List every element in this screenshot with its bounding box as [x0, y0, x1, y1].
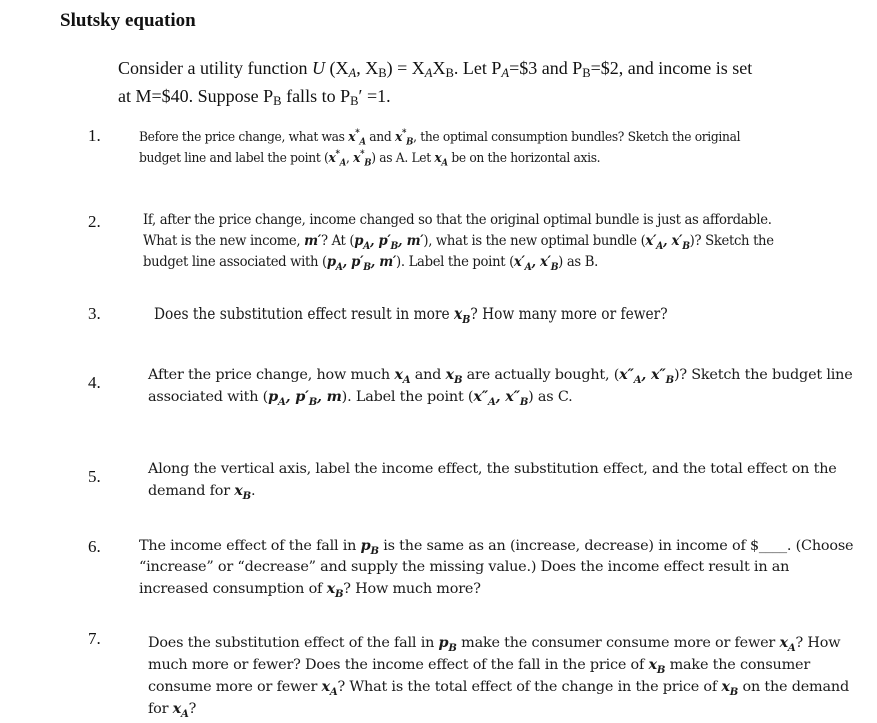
math-symbol: $x^*_B$ — [353, 148, 372, 169]
text-fragment: B — [656, 664, 666, 676]
text-fragment: * — [401, 127, 407, 139]
text-line — [139, 148, 809, 169]
text-fragment: A — [524, 261, 532, 273]
question-number: 7. — [88, 629, 101, 648]
math-symbol: $p_A$, $p'_B$, m — [268, 388, 342, 408]
text-line — [148, 459, 868, 480]
text-fragment: is the same as an (increase, decrease) in income of $ — [378, 538, 759, 554]
text-fragment: ? How — [795, 635, 841, 651]
page-title: Slutsky equation — [60, 10, 196, 31]
text-line — [143, 252, 813, 273]
text-fragment: After the price change, how much — [148, 367, 395, 383]
text-fragment: , the optimal consumption bundles? Sketch the original — [413, 130, 741, 145]
text-line — [139, 127, 809, 148]
text-fragment: )? Sketch the — [689, 233, 774, 249]
text-fragment: If, after the price change, income changed so that the original optimal bundle is just as affordable. — [143, 212, 772, 228]
math-symbol: m′ — [304, 233, 321, 249]
text-fragment: ? — [188, 701, 197, 717]
math-symbol: $x^*_A$ — [348, 127, 366, 148]
text-fragment: * — [335, 148, 340, 160]
text-fragment: A — [339, 157, 346, 169]
text-fragment: What is the new income, — [143, 233, 305, 249]
text-fragment: B — [390, 240, 399, 252]
text-fragment: consume more or fewer — [148, 679, 322, 695]
question-text — [143, 210, 813, 273]
text-fragment: Does the substitution effect result in more — [154, 304, 455, 323]
text-fragment: B — [242, 490, 251, 502]
question-number: 1. — [88, 126, 101, 145]
text-fragment: A — [402, 374, 411, 386]
math-symbol: $x_A$ — [394, 366, 411, 386]
text-fragment: ) as B. — [558, 254, 598, 270]
text-fragment: be on the horizontal axis. — [447, 151, 601, 166]
text-fragment: ). Label the point ( — [396, 254, 514, 270]
math-symbol: $x_A$ — [779, 634, 796, 654]
text-fragment: A — [277, 396, 286, 408]
text-fragment: much more or fewer? Does the income effect of the fall in the price of — [148, 657, 649, 673]
text-fragment: Before the price change, what was — [139, 130, 349, 145]
math-symbol: $p_B$ — [360, 537, 379, 557]
text-fragment: A — [181, 708, 189, 720]
math-symbol: $x_B$ — [648, 656, 666, 676]
question-text — [139, 535, 869, 600]
math-symbol: $x'_A$, $x'_B$ — [513, 254, 559, 273]
text-fragment: A — [656, 240, 663, 252]
text-fragment: B — [370, 545, 379, 557]
text-fragment: B — [550, 261, 559, 273]
math-symbol: $x_A$ — [434, 151, 448, 169]
text-fragment: B — [448, 642, 457, 654]
text-fragment: B — [334, 588, 344, 600]
text-line — [148, 632, 868, 654]
intro-paragraph — [118, 57, 818, 113]
question-text — [139, 127, 809, 169]
text-fragment: and — [365, 130, 395, 145]
text-fragment: B — [519, 396, 529, 408]
text-fragment: budget line associated with ( — [143, 254, 327, 270]
text-fragment: make the consumer consume more or fewer — [456, 635, 780, 651]
text-fragment: A — [359, 136, 366, 148]
question-text — [148, 364, 868, 408]
text-fragment: ), what is the new optimal bundle ( — [423, 233, 646, 249]
text-fragment: “increase” or “decrease” and supply the missing value.) Does the income effect result in an — [139, 559, 790, 575]
text-fragment: Along the vertical axis, label the income effect, the substitution effect, and the total effect on the — [148, 461, 837, 477]
math-symbol: $p_A$, $p'_B$, m′ — [354, 233, 424, 252]
text-fragment: A — [329, 686, 338, 698]
text-fragment: associated with ( — [148, 389, 269, 405]
math-symbol: $x^*_B$ — [394, 127, 414, 148]
text-line — [139, 535, 869, 557]
math-symbol: $x_B$ — [445, 366, 463, 386]
math-symbol: $x_A$ — [321, 678, 338, 698]
question-number: 4. — [88, 373, 101, 392]
math-symbol: $x_B$ — [326, 580, 344, 600]
text-fragment: ? How many more or fewer? — [470, 304, 668, 323]
text-fragment: A — [441, 157, 448, 169]
text-line — [148, 676, 868, 698]
math-symbol: $p_B$ — [438, 634, 457, 654]
blank-field: ____ — [758, 538, 787, 554]
text-fragment: A — [787, 642, 796, 654]
text-line — [139, 557, 869, 578]
text-fragment: on the demand — [738, 679, 849, 695]
text-line — [143, 231, 813, 252]
text-fragment: ) as A. Let — [371, 151, 435, 166]
text-fragment: make the consumer — [665, 657, 811, 673]
text-fragment: . — [250, 483, 256, 499]
text-line — [139, 578, 869, 600]
text-line — [148, 654, 868, 676]
text-fragment: B — [363, 261, 371, 273]
question-number: 6. — [88, 537, 101, 556]
text-fragment: * — [360, 148, 365, 160]
text-fragment: B — [453, 374, 463, 386]
text-line — [148, 698, 868, 720]
text-fragment: and — [410, 367, 446, 383]
text-fragment: are actually bought, ( — [462, 367, 620, 383]
math-symbol: $x^*_A$ — [328, 148, 346, 169]
text-fragment: * — [355, 127, 360, 139]
text-fragment: ) as C. — [528, 389, 573, 405]
text-fragment: B — [364, 157, 372, 169]
text-fragment: B — [462, 312, 471, 327]
question-text — [148, 632, 868, 720]
math-symbol: $x''_A$, $x''_B$ — [473, 388, 529, 408]
math-symbol: $x_B$ — [234, 482, 251, 502]
question-number: 5. — [88, 467, 101, 486]
question-text — [148, 459, 868, 502]
text-fragment: A — [487, 396, 496, 408]
text-line — [148, 480, 868, 502]
math-symbol: $x_B$ — [721, 678, 739, 698]
text-line — [143, 210, 813, 231]
text-fragment: , — [345, 151, 354, 166]
text-fragment: B — [308, 396, 318, 408]
text-fragment: increased consumption of — [139, 581, 327, 597]
text-fragment: ). Label the point ( — [341, 389, 474, 405]
text-fragment: B — [682, 240, 690, 252]
text-fragment: The income effect of the fall in — [139, 538, 361, 554]
text-fragment: ? At ( — [320, 233, 355, 249]
text-fragment: A — [363, 240, 370, 252]
intro-line-2: at M=$40. Suppose PB falls to PB′ =1. — [118, 86, 391, 109]
text-fragment: B — [406, 136, 414, 148]
math-symbol: $x_A$ — [172, 700, 189, 720]
text-fragment: . (Choose — [786, 538, 854, 554]
text-fragment: A — [335, 261, 343, 273]
text-fragment: ? How much more? — [343, 581, 481, 597]
text-fragment: ? What is the total effect of the change in the price of — [337, 679, 722, 695]
text-fragment: )? Sketch the budget line — [673, 367, 853, 383]
question-number: 3. — [88, 304, 101, 323]
intro-line-1: Consider a utility function U (XA, XB) = XAXB. Let PA=$3 and PB=$2, and income is set — [118, 58, 753, 81]
text-fragment: for — [148, 701, 173, 717]
question-text — [154, 303, 842, 325]
text-fragment: A — [633, 374, 642, 386]
question-number: 2. — [88, 212, 101, 231]
text-line — [154, 303, 842, 325]
text-fragment: B — [665, 374, 674, 386]
math-symbol: $x'_A$, $x'_B$ — [645, 233, 690, 252]
math-symbol: $p_A$, $p'_B$, m′ — [326, 254, 397, 273]
text-fragment: Does the substitution effect of the fall in — [148, 635, 439, 651]
text-fragment: budget line and label the point ( — [139, 151, 329, 166]
math-symbol: $x''_A$, $x''_B$ — [619, 366, 674, 386]
text-line — [148, 364, 868, 386]
text-fragment: demand for — [148, 483, 235, 499]
text-line — [148, 386, 868, 408]
math-symbol: $x_B$ — [454, 304, 471, 327]
text-fragment: B — [729, 686, 739, 698]
